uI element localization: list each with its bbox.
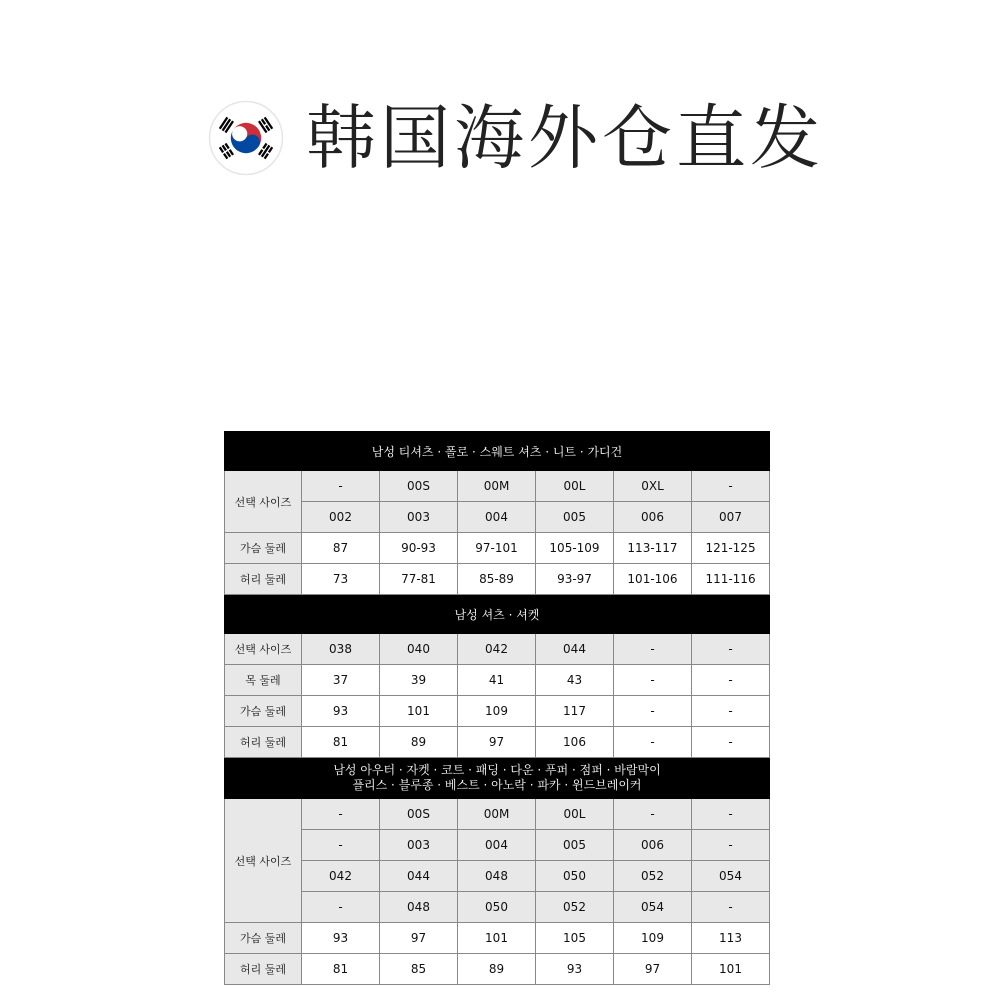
table-cell: 00M — [458, 471, 536, 502]
table-cell: - — [692, 696, 770, 727]
table-row — [225, 533, 770, 564]
table-cell: 101-106 — [614, 564, 692, 595]
row-label: 허리 둘레 — [225, 727, 302, 758]
table-cell: 00S — [380, 799, 458, 830]
section-title-line: 남성 아우터 · 자켓 · 코트 · 패딩 · 다운 · 푸퍼 · 점퍼 · 바람막이 — [333, 763, 661, 777]
table-cell: 37 — [302, 665, 380, 696]
row-label: 선택 사이즈 — [225, 634, 302, 665]
table-cell: 044 — [380, 861, 458, 892]
table-cell: - — [302, 830, 380, 861]
table-cell: 93 — [302, 696, 380, 727]
table-cell: 042 — [302, 861, 380, 892]
size-chart-table — [224, 431, 770, 985]
table-cell: 048 — [380, 892, 458, 923]
table-row — [225, 696, 770, 727]
table-row — [225, 665, 770, 696]
table-cell: 00L — [536, 471, 614, 502]
table-row — [225, 799, 770, 830]
table-cell: - — [302, 799, 380, 830]
table-cell: 109 — [614, 923, 692, 954]
section-header — [225, 758, 770, 799]
table-cell: - — [692, 471, 770, 502]
table-cell: 042 — [458, 634, 536, 665]
table-cell: 040 — [380, 634, 458, 665]
table-cell: 050 — [458, 892, 536, 923]
table-cell: 41 — [458, 665, 536, 696]
table-cell: 050 — [536, 861, 614, 892]
table-cell: 005 — [536, 830, 614, 861]
banner — [208, 96, 824, 180]
table-row — [225, 861, 770, 892]
table-cell: 121-125 — [692, 533, 770, 564]
table-cell: 93 — [302, 923, 380, 954]
table-cell: 048 — [458, 861, 536, 892]
table-cell: 39 — [380, 665, 458, 696]
table-cell: 101 — [458, 923, 536, 954]
table-row — [225, 830, 770, 861]
table-cell: 054 — [692, 861, 770, 892]
table-row — [225, 923, 770, 954]
table-row — [225, 564, 770, 595]
section-header — [225, 595, 770, 634]
table-row — [225, 634, 770, 665]
row-label: 가슴 둘레 — [225, 533, 302, 564]
south-korea-flag-icon — [208, 100, 284, 176]
section-title — [225, 758, 770, 799]
table-cell: 052 — [614, 861, 692, 892]
table-cell: 93 — [536, 954, 614, 985]
table-cell: - — [692, 727, 770, 758]
table-cell: 90-93 — [380, 533, 458, 564]
table-cell: - — [614, 799, 692, 830]
table-cell: 004 — [458, 830, 536, 861]
row-label: 가슴 둘레 — [225, 696, 302, 727]
table-cell: 111-116 — [692, 564, 770, 595]
table-cell: 43 — [536, 665, 614, 696]
table-cell: 109 — [458, 696, 536, 727]
table-cell: - — [692, 665, 770, 696]
table-cell: 113 — [692, 923, 770, 954]
table-cell: 003 — [380, 830, 458, 861]
row-label: 허리 둘레 — [225, 954, 302, 985]
row-label: 선택 사이즈 — [225, 471, 302, 533]
table-cell: 044 — [536, 634, 614, 665]
table-cell: - — [692, 892, 770, 923]
section-header — [225, 432, 770, 471]
table-cell: 106 — [536, 727, 614, 758]
table-cell: 85 — [380, 954, 458, 985]
table-cell: 00L — [536, 799, 614, 830]
table-cell: 89 — [380, 727, 458, 758]
table-row — [225, 954, 770, 985]
table-cell: 00M — [458, 799, 536, 830]
table-cell: 006 — [614, 502, 692, 533]
table-cell: 97-101 — [458, 533, 536, 564]
table-cell: 101 — [380, 696, 458, 727]
table-cell: 00S — [380, 471, 458, 502]
table-cell: 0XL — [614, 471, 692, 502]
table-cell: 81 — [302, 954, 380, 985]
table-row — [225, 727, 770, 758]
section-title: 남성 셔츠 · 셔켓 — [225, 595, 770, 634]
table-cell: 113-117 — [614, 533, 692, 564]
table-cell: 038 — [302, 634, 380, 665]
table-cell: - — [692, 799, 770, 830]
table-cell: 105 — [536, 923, 614, 954]
table-cell: 89 — [458, 954, 536, 985]
table-cell: 117 — [536, 696, 614, 727]
table-cell: 003 — [380, 502, 458, 533]
banner-title: 韩国海外仓直发 — [306, 97, 824, 179]
table-cell: 105-109 — [536, 533, 614, 564]
row-label: 목 둘레 — [225, 665, 302, 696]
table-cell: 052 — [536, 892, 614, 923]
table-cell: 004 — [458, 502, 536, 533]
section-title: 남성 티셔츠 · 폴로 · 스웨트 셔츠 · 니트 · 가디건 — [225, 432, 770, 471]
table-cell: 007 — [692, 502, 770, 533]
table-row — [225, 502, 770, 533]
table-cell: - — [692, 634, 770, 665]
table-row — [225, 471, 770, 502]
table-cell: 85-89 — [458, 564, 536, 595]
table-cell: 87 — [302, 533, 380, 564]
table-cell: 97 — [380, 923, 458, 954]
table-cell: 005 — [536, 502, 614, 533]
table-cell: - — [614, 727, 692, 758]
table-cell: 97 — [458, 727, 536, 758]
section-title-line: 플리스 · 블루종 · 베스트 · 아노락 · 파카 · 윈드브레이커 — [352, 778, 642, 792]
table-cell: 77-81 — [380, 564, 458, 595]
table-cell: 006 — [614, 830, 692, 861]
table-cell: 73 — [302, 564, 380, 595]
table-cell: - — [614, 634, 692, 665]
table-cell: 97 — [614, 954, 692, 985]
table-cell: - — [614, 696, 692, 727]
table-cell: 81 — [302, 727, 380, 758]
table-cell: - — [302, 892, 380, 923]
table-cell: 93-97 — [536, 564, 614, 595]
table-cell: - — [692, 830, 770, 861]
table-row — [225, 892, 770, 923]
table-cell: - — [614, 665, 692, 696]
row-label: 선택 사이즈 — [225, 799, 302, 923]
table-cell: 054 — [614, 892, 692, 923]
table-cell: 101 — [692, 954, 770, 985]
row-label: 가슴 둘레 — [225, 923, 302, 954]
table-cell: - — [302, 471, 380, 502]
row-label: 허리 둘레 — [225, 564, 302, 595]
table-cell: 002 — [302, 502, 380, 533]
